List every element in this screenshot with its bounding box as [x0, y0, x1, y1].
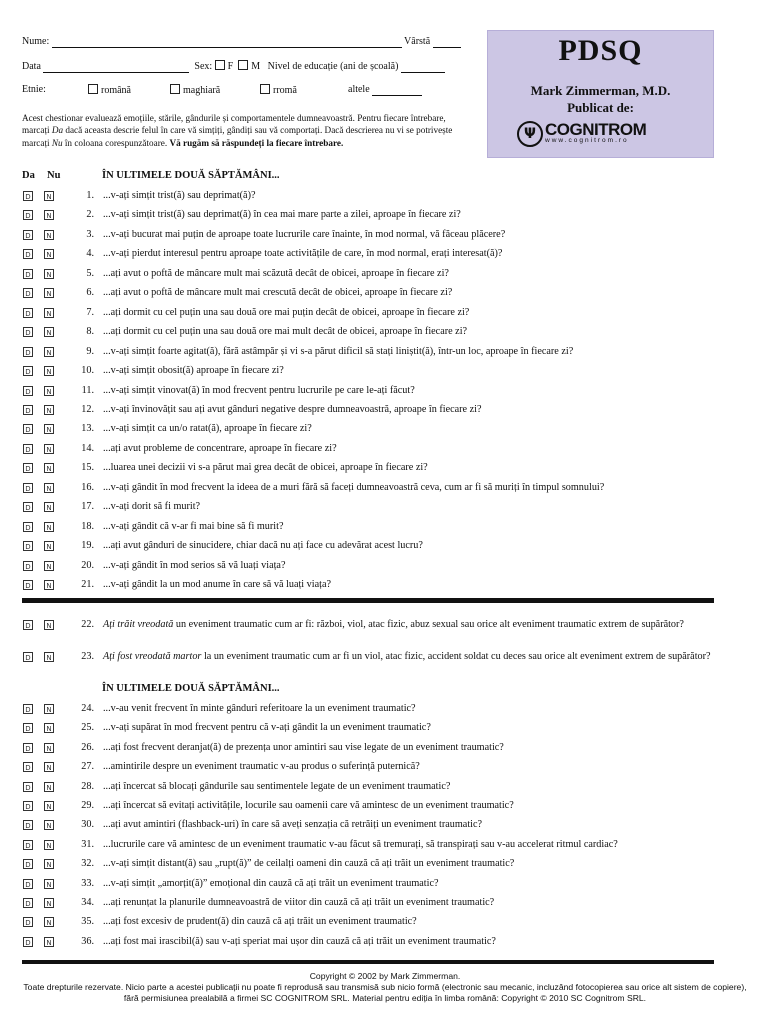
question-number: 17. [81, 501, 94, 513]
answer-nu-checkbox[interactable]: N [44, 483, 54, 493]
answer-da-checkbox[interactable]: D [23, 801, 33, 811]
answer-da-checkbox[interactable]: D [23, 840, 33, 850]
sex-m-label: M [251, 61, 261, 72]
answer-da-checkbox[interactable]: D [23, 288, 33, 298]
question-number: 3. [86, 228, 94, 240]
other-ethnicity-field[interactable] [372, 85, 422, 96]
question-row [0, 761, 768, 780]
answer-da-checkbox[interactable]: D [23, 366, 33, 376]
answer-nu-checkbox[interactable]: N [44, 859, 54, 869]
question-row [0, 423, 768, 442]
question-number: 36. [81, 935, 94, 947]
answer-nu-checkbox[interactable]: N [44, 210, 54, 220]
answer-nu-checkbox[interactable]: N [44, 820, 54, 830]
question-number: 24. [81, 703, 94, 714]
question-number: 29. [81, 800, 94, 811]
question-row-23 [0, 651, 768, 681]
question-text: ...v-ați bucurat mai puțin de aproape toate lucrurile care înainte, în mod normal, vă făceau plăcere? [103, 228, 506, 240]
pdsq-logo-box [487, 30, 714, 158]
answer-nu-checkbox[interactable]: N [44, 561, 54, 571]
ethnicity-option-romana[interactable]: română [88, 84, 131, 97]
question-text: ...v-ați gândit în mod serios să vă luați viața? [103, 559, 286, 571]
publisher-label: Publicat de: [567, 100, 634, 115]
column-nu-header: Nu [47, 170, 61, 181]
question-row [0, 190, 768, 209]
question-row [0, 800, 768, 819]
cognitrom-logo-icon: Ψ [517, 121, 543, 147]
question-number: 23. [81, 651, 94, 662]
question-row-22 [0, 619, 768, 649]
publisher-brand: COGNITROM [545, 120, 647, 139]
question-text: ...v-ați gândit în mod frecvent la ideea de a muri fără să faceți dumneavoastră ceva, cum ar fi să muriți în timpul somnului? [103, 481, 605, 493]
ethnicity-option-rroma[interactable]: rromă [260, 84, 297, 97]
question-row [0, 936, 768, 955]
answer-nu-checkbox[interactable]: N [44, 620, 54, 630]
question-text: ...v-ați gândit la un mod anume în care să vă luați viața? [103, 579, 332, 590]
answer-nu-checkbox[interactable]: N [44, 840, 54, 850]
column-da-header: Da [22, 170, 35, 181]
question-row [0, 839, 768, 858]
answer-da-checkbox[interactable]: D [23, 820, 33, 830]
question-text: ...v-ați simțit ca un/o ratat(ă), aproape în fiecare zi? [103, 423, 312, 435]
answer-da-checkbox[interactable]: D [23, 743, 33, 753]
date-field[interactable] [43, 62, 189, 73]
question-text: ...v-ați simțit vinovat(ă) în mod frecvent pentru lucrurile pe care le-ați făcut? [103, 384, 415, 396]
question-number: 5. [86, 267, 94, 279]
question-number: 20. [81, 559, 94, 571]
question-row [0, 916, 768, 935]
question-text: ...ați avut o poftă de mâncare mult mai crescută decât de obicei, aproape în fiecare zi? [103, 287, 453, 299]
answer-da-checkbox[interactable]: D [23, 522, 33, 532]
question-text: ...v-ați simțit trist(ă) sau deprimat(ă) în cea mai mare parte a zilei, aproape în fiecare zi? [103, 209, 461, 221]
question-row [0, 540, 768, 559]
answer-nu-checkbox[interactable]: N [44, 405, 54, 415]
question-number: 34. [81, 897, 94, 908]
question-text: ...v-ați simțit „amorțit(ă)” emoțional din cauză că ați trăit un eveniment traumatic? [103, 877, 439, 889]
ethnicity-option-altele[interactable]: altele [348, 84, 422, 96]
question-number: 26. [81, 741, 94, 753]
question-number: 19. [81, 540, 94, 552]
question-row [0, 326, 768, 345]
question-number: 8. [86, 326, 94, 338]
question-row [0, 897, 768, 916]
question-number: 33. [81, 877, 94, 889]
answer-nu-checkbox[interactable]: N [44, 386, 54, 396]
question-text: ...v-ați simțit trist(ă) sau deprimat(ă)? [103, 190, 256, 201]
question-number: 25. [81, 722, 94, 734]
answer-nu-checkbox[interactable]: N [44, 444, 54, 454]
answer-da-checkbox[interactable]: D [23, 327, 33, 337]
name-row [22, 36, 461, 48]
question-row [0, 742, 768, 761]
checkbox-icon [88, 84, 98, 94]
date-label: Data [22, 61, 41, 72]
question-number: 30. [81, 819, 94, 831]
question-number: 16. [81, 481, 94, 493]
question-text: Ați trăit vreodată un eveniment traumatic cum ar fi: război, viol, atac fizic, abuz sexual sau orice alt eveniment traumatic extrem de supărător? [103, 619, 684, 630]
author-name: Mark Zimmerman, M.D. [530, 83, 671, 98]
question-text: ...ați dormit cu cel puțin una sau două ore mai mult decât de obicei, aproape în fiecare zi? [103, 326, 468, 338]
answer-da-checkbox[interactable]: D [23, 386, 33, 396]
question-row [0, 462, 768, 481]
question-row [0, 703, 768, 722]
answer-nu-checkbox[interactable]: N [44, 347, 54, 357]
question-row [0, 858, 768, 877]
answer-da-checkbox[interactable]: D [23, 652, 33, 662]
answer-da-checkbox[interactable]: D [23, 561, 33, 571]
footer-copyright: Copyright © 2002 by Mark Zimmerman. [309, 971, 461, 981]
answer-da-checkbox[interactable]: D [23, 308, 33, 318]
answer-nu-checkbox[interactable]: N [44, 541, 54, 551]
question-number: 35. [81, 916, 94, 928]
question-row [0, 229, 768, 248]
answer-da-checkbox[interactable]: D [23, 762, 33, 772]
question-row [0, 365, 768, 384]
question-text: ...lucrurile care vă amintesc de un eveniment traumatic v-au făcut să tremurați, să transpirați sau v-au accelerat ritmul cardiac? [103, 838, 618, 850]
section-divider [22, 598, 714, 603]
answer-da-checkbox[interactable]: D [23, 405, 33, 415]
answer-da-checkbox[interactable]: D [23, 249, 33, 259]
answer-nu-checkbox[interactable]: N [44, 879, 54, 889]
question-text: ...v-ați gândit că v-ar fi mai bine să fi murit? [103, 520, 284, 532]
footer-divider [22, 960, 714, 964]
question-text: ...v-ați simțit obosit(ă) aproape în fiecare zi? [103, 365, 284, 377]
question-number: 14. [81, 442, 94, 454]
answer-da-checkbox[interactable]: D [23, 230, 33, 240]
question-row [0, 579, 768, 598]
question-text: ...ați avut o poftă de mâncare mult mai scăzută decât de obicei, aproape în fiecare zi? [103, 267, 449, 279]
question-number: 22. [81, 619, 94, 630]
age-field[interactable] [433, 37, 461, 48]
answer-nu-checkbox[interactable]: N [44, 801, 54, 811]
question-row [0, 287, 768, 306]
question-row [0, 404, 768, 423]
answer-da-checkbox[interactable]: D [23, 937, 33, 947]
question-text: ...ați renunțat la planurile dumneavoastră de viitor din cauză că ați trăit un eveniment traumatic? [103, 897, 495, 908]
ethnicity-option-maghiara[interactable]: maghiară [170, 84, 220, 97]
age-label: Vârstă [404, 36, 431, 47]
question-number: 13. [81, 423, 94, 435]
question-text: ...v-au venit frecvent în minte gânduri referitoare la un eveniment traumatic? [103, 703, 416, 714]
name-field[interactable] [52, 37, 402, 48]
question-text: ...v-ați supărat în mod frecvent pentru că v-ați gândit la un eveniment traumatic? [103, 722, 431, 734]
answer-da-checkbox[interactable]: D [23, 191, 33, 201]
answer-da-checkbox[interactable]: D [23, 347, 33, 357]
question-text: ...ați dormit cu cel puțin una sau două ore mai puțin decât de obicei, aproape în fiecare zi? [103, 306, 470, 318]
question-row [0, 722, 768, 741]
answer-nu-checkbox[interactable]: N [44, 327, 54, 337]
question-row [0, 878, 768, 897]
answer-da-checkbox[interactable]: D [23, 502, 33, 512]
answer-nu-checkbox[interactable]: N [44, 269, 54, 279]
question-text: ...ați avut amintiri (flashback-uri) în care să aveți senzația că retrăiți un eveniment traumatic? [103, 819, 483, 831]
question-number: 12. [81, 403, 94, 415]
answer-nu-checkbox[interactable]: N [44, 502, 54, 512]
checkbox-icon [260, 84, 270, 94]
question-number: 6. [86, 287, 94, 299]
pdsq-title: PDSQ [558, 34, 643, 67]
answer-da-checkbox[interactable]: D [23, 620, 33, 630]
question-number: 27. [81, 761, 94, 773]
question-text: ...v-ați simțit foarte agitat(ă), fără astâmpăr și vi s-a părut dificil să stați liniștit(ă), într-un loc, aproape în fiecare zi? [103, 345, 574, 357]
answer-nu-checkbox[interactable]: N [44, 463, 54, 473]
answer-da-checkbox[interactable]: D [23, 444, 33, 454]
question-text: ...ați fost excesiv de prudent(ă) din cauză că ați trăit un eveniment traumatic? [103, 916, 417, 928]
question-number: 2. [86, 209, 94, 221]
question-row [0, 443, 768, 462]
answer-da-checkbox[interactable]: D [23, 269, 33, 279]
answer-da-checkbox[interactable]: D [23, 782, 33, 792]
answer-da-checkbox[interactable]: D [23, 859, 33, 869]
question-row [0, 248, 768, 267]
answer-da-checkbox[interactable]: D [23, 210, 33, 220]
sex-label: Sex: [194, 61, 213, 72]
question-text: ...v-ați învinovățit sau ați avut gânduri negative despre dumneavoastră, aproape în fiecare zi? [103, 403, 482, 415]
section-title-1: ÎN ULTIMELE DOUĂ SĂPTĂMÂNI... [102, 170, 280, 181]
question-row [0, 781, 768, 800]
question-number: 18. [81, 520, 94, 532]
question-row [0, 268, 768, 287]
question-number: 4. [86, 248, 94, 260]
answer-da-checkbox[interactable]: D [23, 463, 33, 473]
name-label: Nume: [22, 36, 50, 47]
checkbox-icon [170, 84, 180, 94]
answer-nu-checkbox[interactable]: N [44, 366, 54, 376]
answer-nu-checkbox[interactable]: N [44, 580, 54, 590]
publisher-website: www.cognitrom.ro [545, 137, 629, 144]
question-number: 32. [81, 858, 94, 870]
answer-nu-checkbox[interactable]: N [44, 917, 54, 927]
question-row [0, 819, 768, 838]
answer-da-checkbox[interactable]: D [23, 898, 33, 908]
answer-nu-checkbox[interactable]: N [44, 762, 54, 772]
answer-da-checkbox[interactable]: D [23, 541, 33, 551]
question-row [0, 521, 768, 540]
answer-da-checkbox[interactable]: D [23, 580, 33, 590]
answer-nu-checkbox[interactable]: N [44, 898, 54, 908]
question-text: ...v-ați pierdut interesul pentru aproape toate activitățile de care, în mod normal, erați interesat(ă)? [103, 248, 503, 260]
section-title-2: ÎN ULTIMELE DOUĂ SĂPTĂMÂNI... [102, 683, 280, 694]
question-row [0, 385, 768, 404]
question-row [0, 560, 768, 579]
question-row [0, 482, 768, 501]
answer-da-checkbox[interactable]: D [23, 917, 33, 927]
question-text: ...ați fost frecvent deranjat(ă) de prezența unor amintiri sau vise legate de un eveniment traumatic? [103, 741, 504, 753]
question-text: ...ați fost mai irascibil(ă) sau v-ați speriat mai ușor din cauză că ați trăit un eveniment traumatic? [103, 935, 496, 947]
question-row [0, 307, 768, 326]
footer-rights: Toate drepturile rezervate. Nicio parte a acestei publicații nu poate fi reprodusă sau transmisă sub nicio formă (electronic sau mecanic, incluzând fotocopierea sau orice alt sistem de copiere), fără permisiunea prealabilă a firmei SC COGNITROM SRL. Material pentru ediția în limba română: Copyright © 2010 SC Cognitrom SRL. [23, 982, 747, 1003]
answer-da-checkbox[interactable]: D [23, 723, 33, 733]
question-number: 28. [81, 780, 94, 792]
answer-nu-checkbox[interactable]: N [44, 308, 54, 318]
question-text: ...ați avut gânduri de sinucidere, chiar dacă nu ați face cu adevărat acest lucru? [103, 540, 423, 552]
answer-nu-checkbox[interactable]: N [44, 782, 54, 792]
question-number: 10. [81, 365, 94, 377]
education-label: Nivel de educație (ani de școală) [267, 61, 399, 72]
answer-nu-checkbox[interactable]: N [44, 230, 54, 240]
answer-da-checkbox[interactable]: D [23, 704, 33, 714]
answer-da-checkbox[interactable]: D [23, 483, 33, 493]
question-row [0, 209, 768, 228]
ethnicity-label: Etnie: [22, 84, 46, 95]
question-number: 7. [86, 306, 94, 318]
question-number: 15. [81, 462, 94, 474]
instructions: Acest chestionar evaluează emoțiile, stările, gândurile și comportamentele dumneavoastră. Pentru fiecare întrebare, marcați Da dacă aceasta descrie felul în care vă simțiți, gândiți sau vă comportați. Dacă descrierea nu vi se potrivește marcați Nu în coloana corespunzătoare. Vă rugăm să răspundeți la fiecare întrebare. [22, 113, 453, 148]
question-text: ...ați încercat să blocați gândurile sau sentimentele legate de un eveniment traumatic? [103, 780, 451, 792]
question-number: 21. [81, 579, 94, 590]
question-text: Ați fost vreodată martor la un eveniment traumatic cum ar fi un viol, atac fizic, accident soldat cu deces sau orice alt eveniment extrem de supărător? [103, 651, 711, 662]
sex-f-checkbox[interactable] [215, 60, 225, 70]
question-text: ...ați avut probleme de concentrare, aproape în fiecare zi? [103, 442, 337, 454]
question-text: ...ați încercat să evitați activitățile, locurile sau oamenii care vă amintesc de un eveniment traumatic? [103, 800, 514, 811]
answer-nu-checkbox[interactable]: N [44, 937, 54, 947]
question-text: ...amintirile despre un eveniment traumatic v-au produs o suferință puternică? [103, 761, 420, 773]
answer-nu-checkbox[interactable]: N [44, 522, 54, 532]
sex-m-checkbox[interactable] [238, 60, 248, 70]
question-text: ...v-ați dorit să fi murit? [103, 501, 201, 513]
answer-nu-checkbox[interactable]: N [44, 424, 54, 434]
answer-nu-checkbox[interactable]: N [44, 743, 54, 753]
answer-nu-checkbox[interactable]: N [44, 652, 54, 662]
answer-da-checkbox[interactable]: D [23, 424, 33, 434]
answer-nu-checkbox[interactable]: N [44, 704, 54, 714]
answer-nu-checkbox[interactable]: N [44, 191, 54, 201]
education-field[interactable] [401, 62, 445, 73]
question-number: 1. [86, 190, 94, 201]
answer-da-checkbox[interactable]: D [23, 879, 33, 889]
date-row [22, 60, 445, 73]
question-number: 9. [86, 345, 94, 357]
answer-nu-checkbox[interactable]: N [44, 723, 54, 733]
question-row [0, 501, 768, 520]
answer-nu-checkbox[interactable]: N [44, 288, 54, 298]
question-number: 11. [81, 384, 94, 396]
question-number: 31. [81, 838, 94, 850]
question-row [0, 346, 768, 365]
sex-f-label: F [227, 61, 234, 72]
question-text: ...luarea unei decizii vi s-a părut mai grea decât de obicei, aproape în fiecare zi? [103, 462, 428, 474]
question-text: ...v-ați simțit distant(ă) sau „rupt(ă)” de ceilalți oameni din cauză că ați trăit un eveniment traumatic? [103, 858, 515, 870]
answer-nu-checkbox[interactable]: N [44, 249, 54, 259]
